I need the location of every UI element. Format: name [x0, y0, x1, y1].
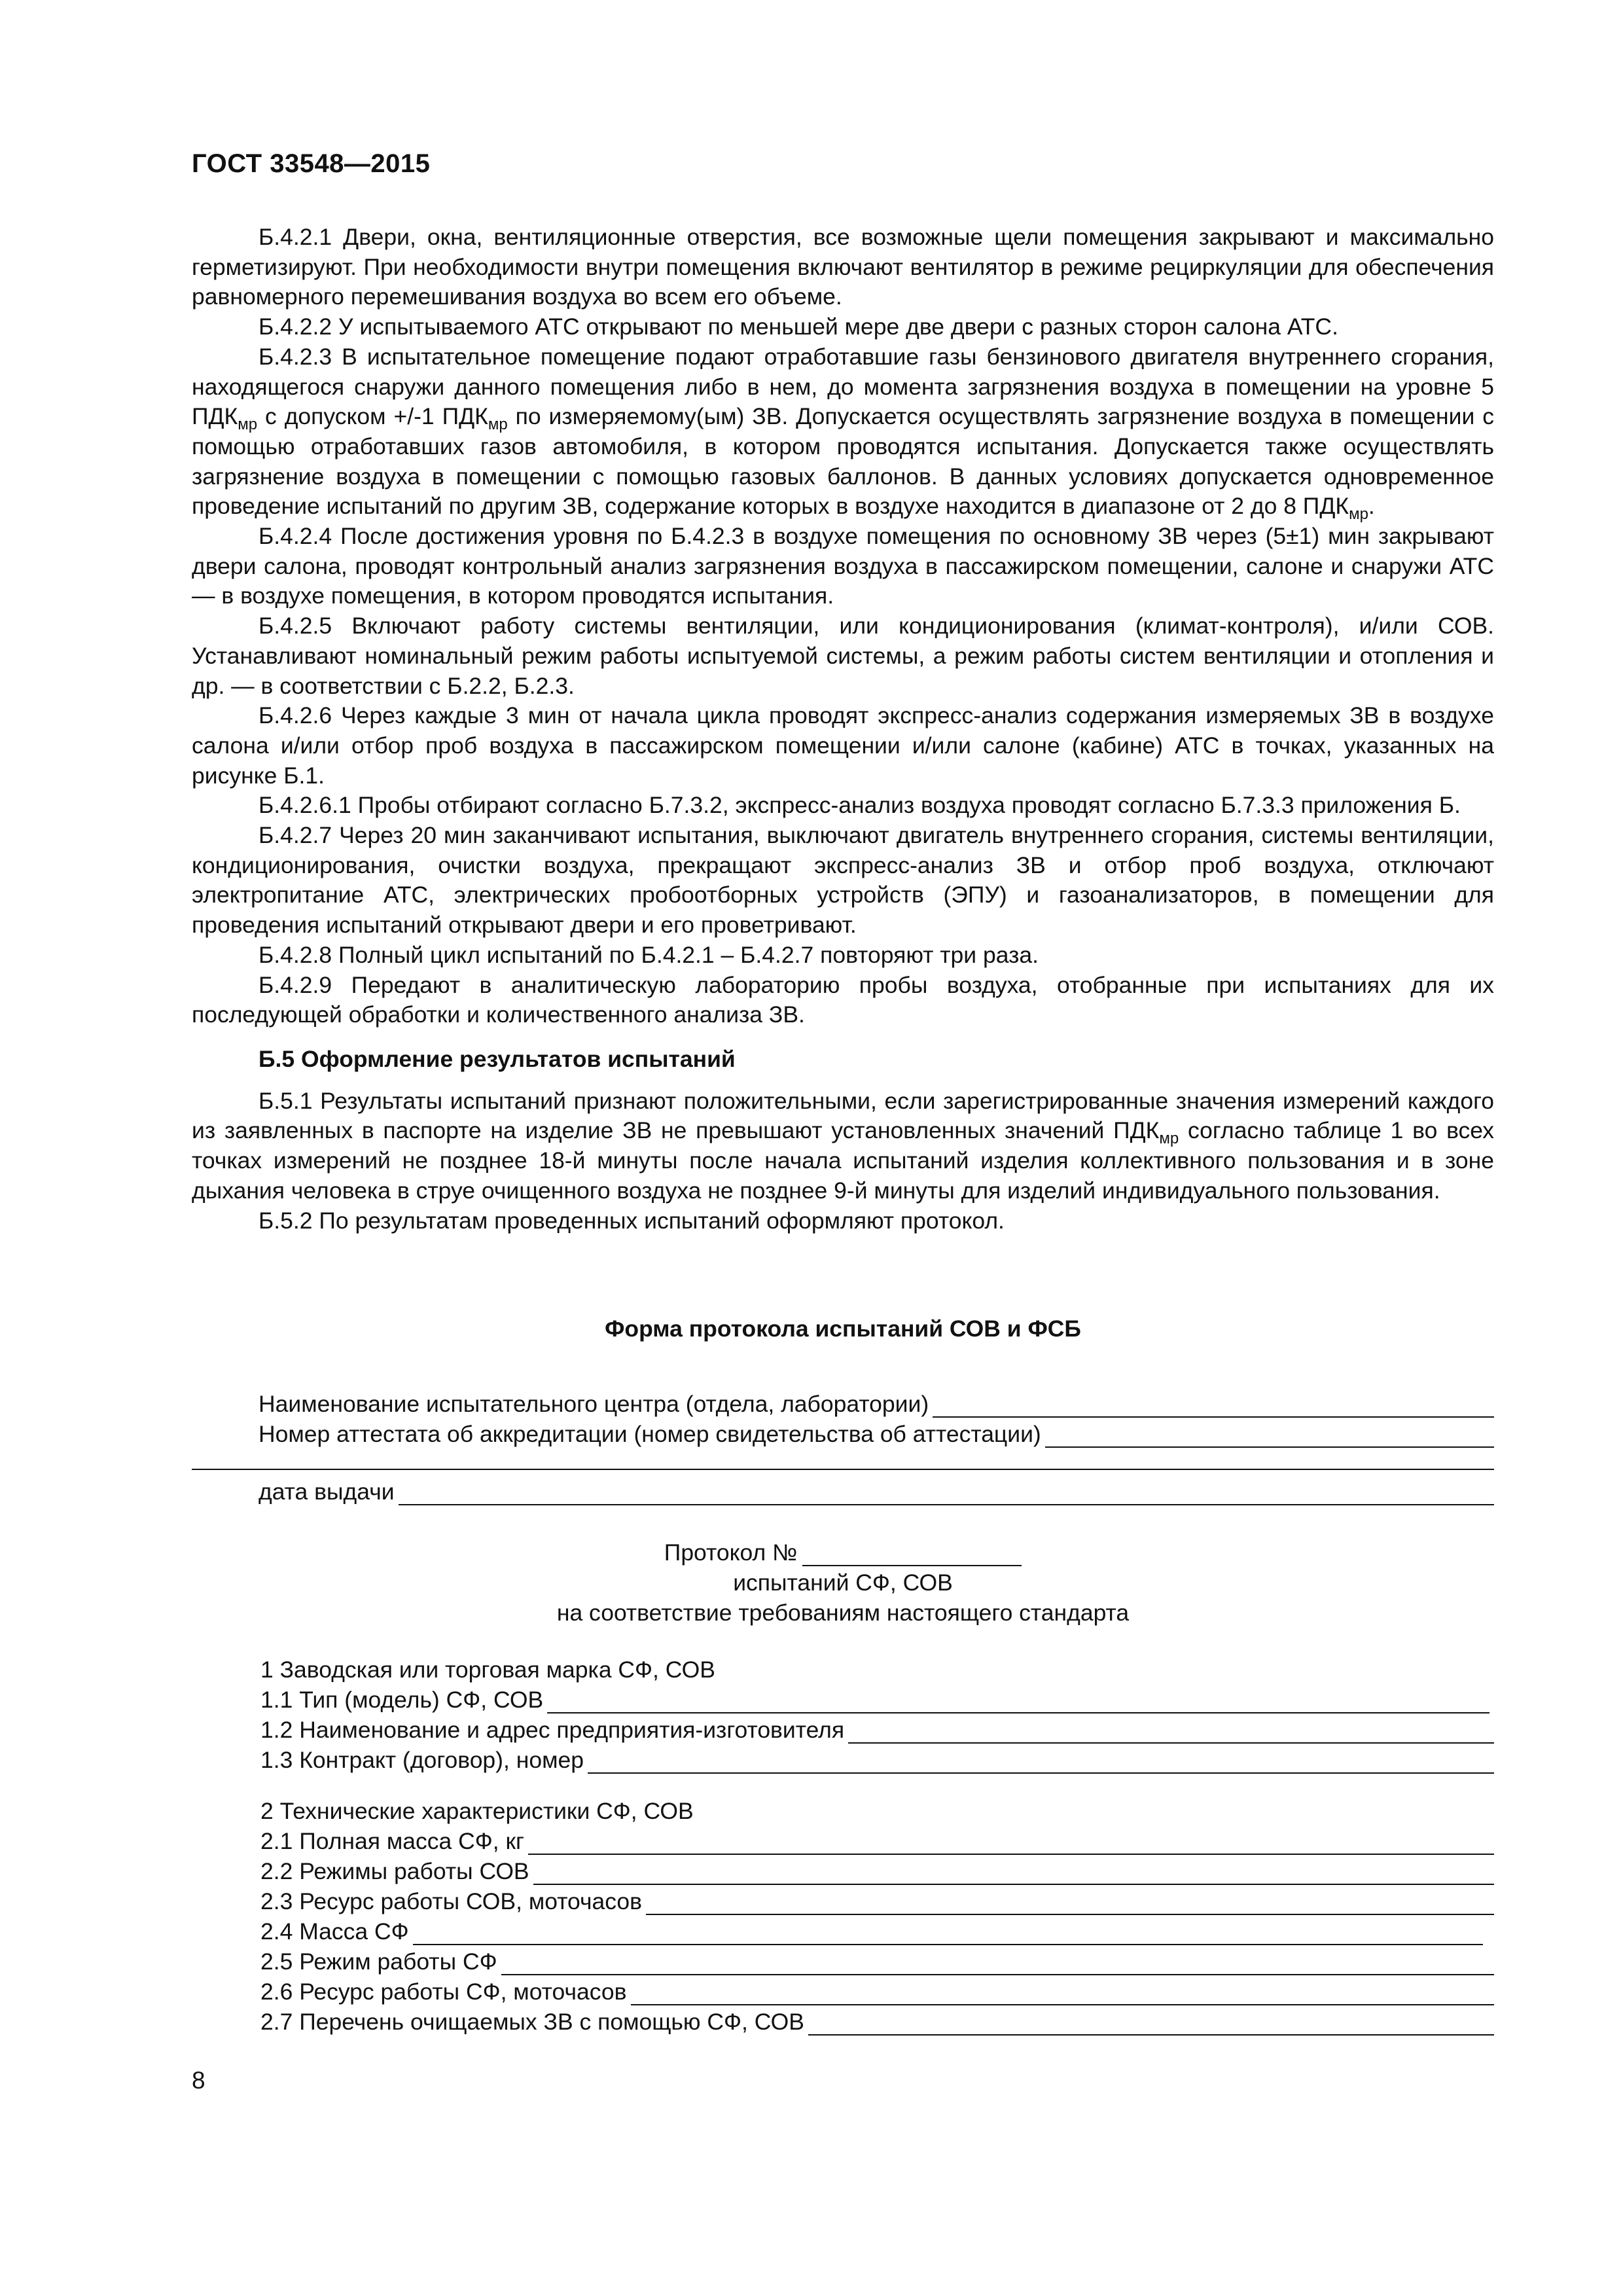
blank-line[interactable] — [528, 1831, 1494, 1855]
form-row-item-1-1 — [260, 1685, 1489, 1713]
blank-line[interactable] — [802, 1545, 1022, 1566]
form-row-item-1 — [260, 1655, 1496, 1683]
text-fragment: согласно таблице 1 во всех точках измерений не позднее 18-й минуты после начала испытаний изделия коллективного пользования и в зоне дыхания человека в струе очищенного воздуха не позднее 9-й минуты для изделий индивидуального пользования. — [192, 1117, 1494, 1204]
field-label: дата выдачи — [259, 1479, 395, 1505]
form-row-item-2-2 — [260, 1856, 1494, 1885]
text-fragment: Б.5.1 Результаты испытаний признают положительными, если зарегистрированные значения измерений каждого из заявленных в паспорте на изделие ЗВ не превышают установленных значений ПДК — [192, 1087, 1494, 1144]
protocol-number-row — [192, 1539, 1494, 1566]
paragraph-b421: Б.4.2.1 Двери, окна, вентиляционные отверстия, все возможные щели помещения закрывают и максимально герметизируют. При необходимости внутри помещения включают вентилятор в режиме рециркуляции для обеспечения равномерного перемешивания воздуха во всем его объеме. — [192, 224, 1494, 310]
blank-line[interactable] — [1045, 1424, 1494, 1448]
field-label: 2 Технические характеристики СФ, СОВ — [260, 1798, 694, 1824]
form-row-item-2-4 — [260, 1916, 1483, 1945]
form-row-item-1-2 — [260, 1715, 1494, 1744]
blank-line[interactable] — [631, 1982, 1495, 2005]
field-label: 1 Заводская или торговая марка СФ, СОВ — [260, 1657, 715, 1683]
text-fragment: . — [1368, 493, 1375, 520]
blank-line[interactable] — [808, 2012, 1494, 2036]
form-row-item-2 — [260, 1796, 1496, 1825]
field-label: 2.1 Полная масса СФ, кг — [260, 1828, 524, 1854]
field-label: Номер аттестата об аккредитации (номер свидетельства об аттестации) — [259, 1421, 1041, 1447]
document-body — [192, 223, 1494, 1236]
text-fragment: Б.4.2.3 В испытательное помещение подают отработавшие газы бензинового двигателя внутреннего сгорания, находящегося снаружи данного помещения либо в нем, до момента загрязнения воздуха в помещении на уровне 5 ПДК — [192, 343, 1494, 430]
subscript: мр — [1159, 1130, 1179, 1148]
blank-line[interactable] — [501, 1952, 1494, 1975]
paragraph-b51 — [192, 1086, 1494, 1206]
paragraph-b422: Б.4.2.2 У испытываемого АТС открывают по меньшей мере две двери с разных сторон салона АТС. — [259, 314, 1338, 340]
blank-line[interactable] — [399, 1482, 1494, 1505]
form-row-item-1-3 — [260, 1745, 1494, 1774]
field-label: 2.7 Перечень очищаемых ЗВ с помощью СФ, СОВ — [260, 2009, 804, 2035]
field-label: 2.2 Режимы работы СОВ — [260, 1858, 529, 1884]
form-row-accreditation — [259, 1419, 1494, 1448]
field-label: 1.1 Тип (модель) СФ, СОВ — [260, 1687, 544, 1713]
form-row-test-center — [259, 1389, 1494, 1418]
blank-line[interactable] — [646, 1892, 1494, 1915]
subscript: мр — [488, 416, 508, 434]
paragraph-b429: Б.4.2.9 Передают в аналитическую лабораторию пробы воздуха, отобранные при испытаниях для их последующей обработки и количественного анализа ЗВ. — [192, 971, 1494, 1028]
paragraph-b52: Б.5.2 По результатам проведенных испытаний оформляют протокол. — [259, 1207, 1005, 1234]
paragraph-b425: Б.4.2.5 Включают работу системы вентиляции, или кондиционирования (климат-контроля), и/или СОВ. Устанавливают номинальный режим работы испытуемой системы, а режим работы систем вентиляции и отопления и др. — в соответствии с Б.2.2, Б.2.3. — [192, 613, 1494, 699]
field-label: 2.4 Масса СФ — [260, 1918, 409, 1945]
page-title: ГОСТ 33548—2015 — [192, 149, 431, 178]
blank-line[interactable] — [547, 1690, 1489, 1713]
text-fragment: по измеряемому(ым) ЗВ. Допускается осуществлять загрязнение воздуха в помещении с помощью отработавших газов автомобиля, в котором проводятся испытания. Допускается также осуществлять загрязнение воздуха в помещении с помощью газовых баллонов. В данных условиях допускается одновременное проведение испытаний по другим ЗВ, содержание которых в воздухе находится в диапазоне от 2 до 8 ПДК — [192, 403, 1494, 520]
blank-line[interactable] — [413, 1922, 1483, 1945]
paragraph-b428: Б.4.2.8 Полный цикл испытаний по Б.4.2.1 – Б.4.2.7 повторяют три раза. — [259, 941, 1039, 968]
paragraph-b426: Б.4.2.6 Через каждые 3 мин от начала цикла проводят экспресс-анализ содержания измеряемых ЗВ в воздухе салона и/или отбор проб воздуха в пассажирском помещении и/или салоне (кабине) АТС в точках, указанных на рисунке Б.1. — [192, 702, 1494, 789]
paragraph-b4261: Б.4.2.6.1 Пробы отбирают согласно Б.7.3.2, экспресс-анализ воздуха проводят согласно Б.7.3.3 приложения Б. — [259, 792, 1461, 819]
section-heading-b5: Б.5 Оформление результатов испытаний — [259, 1045, 736, 1072]
paragraph-b427: Б.4.2.7 Через 20 мин заканчивают испытания, выключают двигатель внутреннего сгорания, системы вентиляции, кондиционирования, очистки воздуха, прекращают экспресс-анализ ЗВ и отбор проб воздуха, отключают электропитание АТС, электрических пробоотборных устройств (ЭПУ) и газоанализаторов, в помещении для проведения испытаний открывают двери и его проветривают. — [192, 822, 1494, 939]
subscript: мр — [238, 416, 258, 434]
field-label: 2.5 Режим работы СФ — [260, 1948, 497, 1975]
field-label: 2.6 Ресурс работы СФ, моточасов — [260, 1979, 627, 2005]
field-label: 2.3 Ресурс работы СОВ, моточасов — [260, 1888, 643, 1914]
blank-line[interactable] — [933, 1394, 1494, 1418]
protocol-label: Протокол № — [664, 1539, 798, 1566]
field-label: 1.3 Контракт (договор), номер — [260, 1747, 584, 1773]
form-title: Форма протокола испытаний СОВ и ФСБ — [605, 1316, 1081, 1342]
text-fragment: с допуском +/-1 ПДК — [257, 403, 488, 430]
protocol-subtitle: на соответствие требованиям настоящего стандарта — [556, 1600, 1130, 1626]
form-row-item-2-3 — [260, 1886, 1494, 1915]
protocol-subtitle: испытаний СФ, СОВ — [733, 1570, 953, 1596]
paragraph-b424: Б.4.2.4 После достижения уровня по Б.4.2.3 в воздухе помещения по основному ЗВ через (5±1) мин закрывают двери салона, проводят контрольный анализ загрязнения воздуха в пассажирском помещении, салоне и снаружи АТС — в воздухе помещения, в котором проводятся испытания. — [192, 523, 1494, 609]
form-row-item-2-5 — [260, 1946, 1494, 1975]
page-number: 8 — [192, 2067, 205, 2094]
form-row-item-2-6 — [260, 1977, 1494, 2005]
subscript: мр — [1349, 505, 1368, 524]
field-label: 1.2 Наименование и адрес предприятия-изготовителя — [260, 1717, 845, 1743]
blank-line[interactable] — [588, 1750, 1494, 1774]
form-row-issue-date — [259, 1477, 1494, 1505]
paragraph-b423 — [192, 342, 1494, 522]
form-row-item-2-7 — [260, 2007, 1494, 2036]
blank-line[interactable] — [533, 1861, 1494, 1885]
field-label: Наименование испытательного центра (отдела, лаборатории) — [259, 1391, 929, 1417]
form-row-item-2-1 — [260, 1826, 1494, 1855]
blank-line[interactable] — [848, 1720, 1494, 1744]
blank-line[interactable] — [192, 1469, 1494, 1470]
